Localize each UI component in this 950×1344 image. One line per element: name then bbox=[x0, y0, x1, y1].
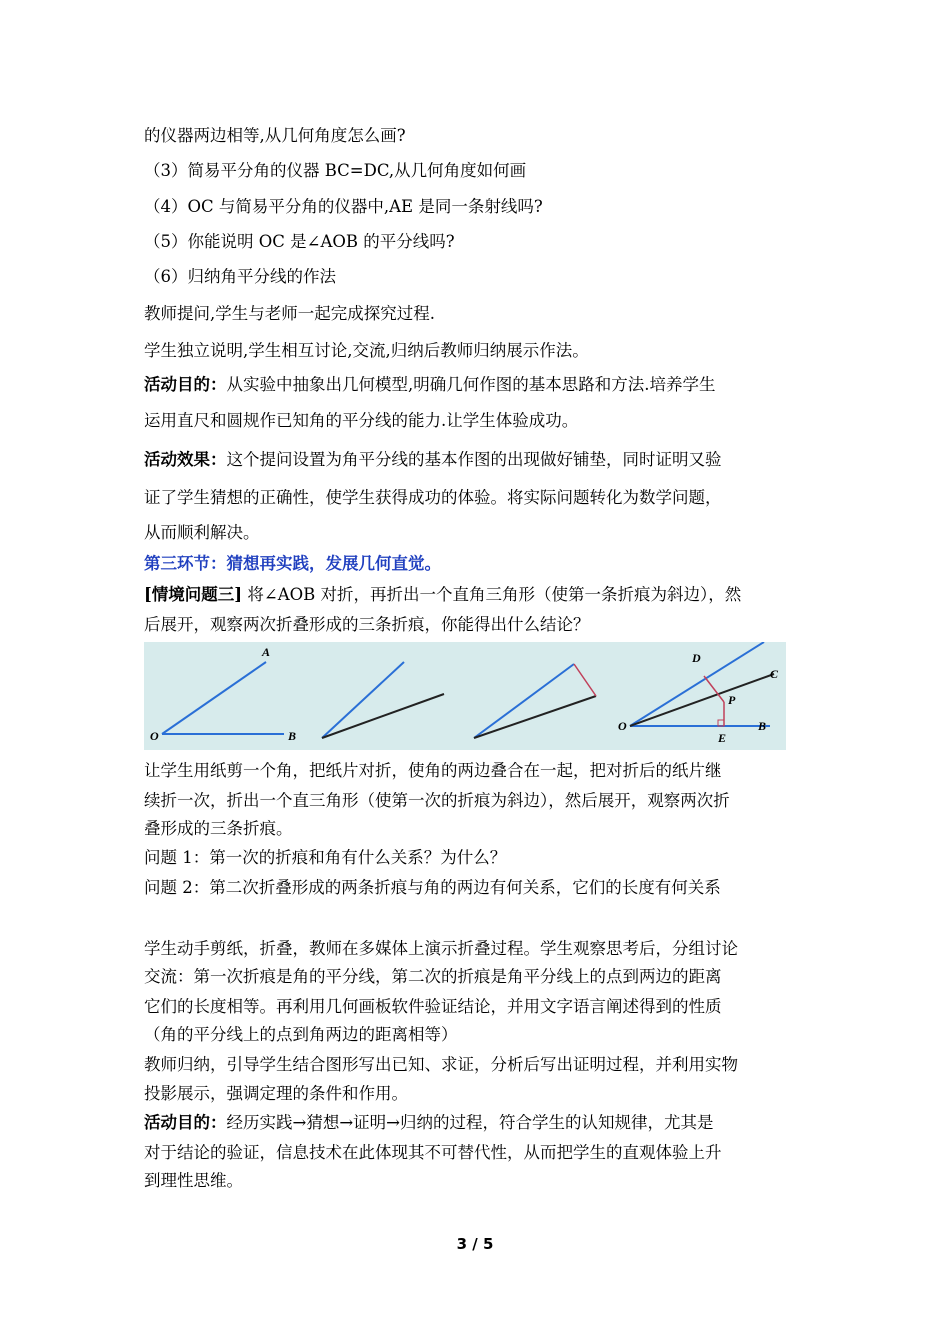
teacher-line: 教师提问,学生与老师一起完成探究过程. bbox=[144, 304, 435, 323]
text-line-1: 的仪器两边相等,从几何角度怎么画? bbox=[144, 126, 406, 145]
para3-line3: 它们的长度相等。再利用几何画板软件验证结论，并用文字语言阐述得到的性质 bbox=[144, 997, 722, 1016]
label-o: O bbox=[150, 729, 159, 743]
triangle-blue-side bbox=[474, 664, 574, 738]
para2-line3: 叠形成的三条折痕。 bbox=[144, 819, 293, 838]
purpose2-line2: 对于结论的验证，信息技术在此体现其不可替代性，从而把学生的直观体验上升 bbox=[144, 1143, 722, 1162]
question-1: 问题 1：第一次的折痕和角有什么关系？为什么？ bbox=[144, 848, 507, 867]
effect-line1 bbox=[144, 449, 814, 471]
triangle-black-side bbox=[474, 696, 596, 738]
question-5: （5）你能说明 OC 是∠AOB 的平分线吗? bbox=[144, 232, 455, 251]
ray-oa bbox=[162, 662, 266, 734]
label-b: B bbox=[288, 729, 297, 743]
label-c: C bbox=[770, 667, 779, 681]
label-b2: B bbox=[758, 719, 767, 733]
question-6: （6）归纳角平分线的作法 bbox=[144, 267, 336, 286]
effect-line3: 从而顺利解决。 bbox=[144, 523, 260, 542]
question-2: 问题 2：第二次折叠形成的两条折痕与角的两边有何关系，它们的长度有何关系 bbox=[144, 878, 721, 897]
situation-line2: 后展开，观察两次折叠形成的三条折痕，你能得出什么结论？ bbox=[144, 615, 590, 634]
situation-text1: 将∠AOB 对折，再折出一个直角三角形（使第一条折痕为斜边），然 bbox=[242, 585, 742, 604]
fold-ray-black bbox=[322, 694, 444, 738]
question-4: （4）OC 与简易平分角的仪器中,AE 是同一条射线吗? bbox=[144, 197, 543, 216]
purpose1-line1 bbox=[144, 374, 814, 396]
folding-figure-svg bbox=[144, 642, 786, 750]
para3-line1: 学生动手剪纸，折叠，教师在多媒体上演示折叠过程。学生观察思考后，分组讨论 bbox=[144, 939, 738, 958]
label-p: P bbox=[728, 693, 736, 707]
effect-text1: 这个提问设置为角平分线的基本作图的出现做好铺垫，同时证明又验 bbox=[226, 450, 722, 469]
label-o2: O bbox=[618, 719, 627, 733]
purpose2-label: 活动目的： bbox=[144, 1113, 227, 1132]
label-e: E bbox=[718, 731, 727, 745]
label-d: D bbox=[692, 651, 701, 665]
purpose1-text1: 从实验中抽象出几何模型,明确几何作图的基本思路和方法.培养学生 bbox=[226, 375, 716, 394]
folding-figure bbox=[144, 642, 786, 750]
fold-ray-blue bbox=[322, 662, 404, 738]
triangle-fold-red bbox=[574, 664, 596, 696]
purpose1-label: 活动目的： bbox=[144, 375, 227, 394]
para3-line5: 教师归纳，引导学生结合图形写出已知、求证，分析后写出证明过程，并利用实物 bbox=[144, 1055, 738, 1074]
effect-label: 活动效果： bbox=[144, 450, 227, 469]
section3-title: 第三环节：猜想再实践，发展几何直觉。 bbox=[144, 554, 441, 573]
para3-line6: 投影展示，强调定理的条件和作用。 bbox=[144, 1084, 408, 1103]
effect-line2: 证了学生猜想的正确性，使学生获得成功的体验。将实际问题转化为数学问题， bbox=[144, 488, 722, 507]
para2-line1: 让学生用纸剪一个角，把纸片对折，使角的两边叠合在一起，把对折后的纸片继 bbox=[144, 761, 722, 780]
situation-label: [情境问题三] bbox=[144, 585, 243, 604]
purpose2-line1 bbox=[144, 1112, 814, 1134]
purpose1-line2: 运用直尺和圆规作已知角的平分线的能力.让学生体验成功。 bbox=[144, 411, 579, 430]
label-a: A bbox=[262, 645, 271, 659]
page-number: 3 / 5 bbox=[456, 1235, 494, 1253]
para3-line2: 交流：第一次折痕是角的平分线，第二次的折痕是角平分线上的点到两边的距离 bbox=[144, 967, 722, 986]
situation-line1 bbox=[144, 584, 814, 606]
purpose2-text1: 经历实践→猜想→证明→归纳的过程，符合学生的认知规律，尤其是 bbox=[226, 1113, 714, 1132]
question-3: （3）简易平分角的仪器 BC=DC,从几何角度如何画 bbox=[144, 161, 527, 180]
para3-line4: （角的平分线上的点到角两边的距离相等） bbox=[144, 1025, 458, 1044]
para2-line2: 续折一次，折出一个直三角形（使第一次的折痕为斜边），然后展开，观察两次折 bbox=[144, 791, 730, 810]
student-line: 学生独立说明,学生相互讨论,交流,归纳后教师归纳展示作法。 bbox=[144, 341, 589, 360]
purpose2-line3: 到理性思维。 bbox=[144, 1171, 243, 1190]
